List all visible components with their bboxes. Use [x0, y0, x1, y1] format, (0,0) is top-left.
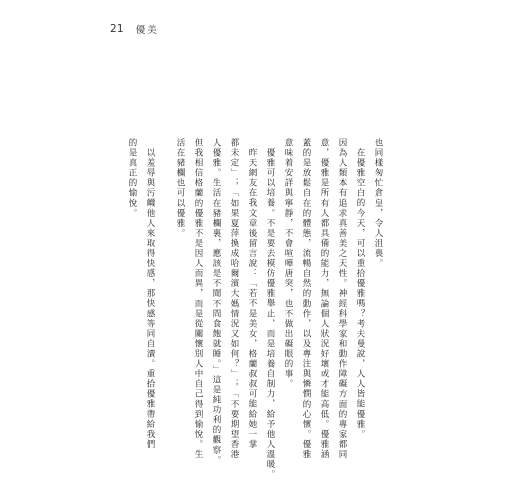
text-line: 也同樣匆忙倉皇，令人沮喪。 — [373, 138, 383, 269]
text-line: 意味着安詳與寧靜，不會喧嘩唐突，也不做出礙眼的事。 — [283, 138, 293, 390]
text-line: 人優雅。生活在豬欄裏，應該是不聞不問食飽就睡。」這是純功利的觀察。 — [211, 138, 221, 466]
text-line: 在優雅空白的今天，可以重拾優雅嗎？考夫曼說，人人皆能優雅。 — [355, 148, 365, 440]
page-number: 21 — [110, 23, 124, 35]
chapter-title: 優美 — [135, 25, 159, 36]
text-line: 的是真正的愉悅。 — [127, 138, 137, 219]
text-line: 蓋的是放鬆自在的體態，流暢自然的動作，以及專注與憐憫的心懷。優雅 — [301, 138, 311, 460]
text-line: 但我相信格蘭的優雅不是因人而異，而是從關懷別人中自己得到愉悅。生 — [193, 138, 203, 460]
text-line: 因為人類本有追求真善美之天性。神經科學家和動作障礙方面的專家都同 — [337, 138, 347, 460]
text-line: 昨天網友在我文章後留言說：「若不是美女，格蘭叔叔可能給她一掌 — [247, 148, 257, 450]
text-line: 以羞辱與污衊他人來取得快感，那快感等同自瀆。重拾優雅帶給我們 — [145, 148, 155, 450]
text-line: 優雅可以培養。不是要去模仿優雅舉止，而是培養自制力，給予他人溫暖。 — [265, 148, 275, 480]
text-line: 意，優雅是所有人都具備的能力，無論個人狀況好壞或才能高低。優雅涵 — [319, 138, 329, 460]
body-text — [120, 138, 383, 480]
text-line: 都未定」；「如果夏萍換成哈爾濱大媽情況又如何？」；「不要期望香港 — [229, 138, 239, 460]
page-header — [110, 22, 159, 36]
text-line: 活在豬欄也可以優雅。 — [175, 138, 185, 239]
